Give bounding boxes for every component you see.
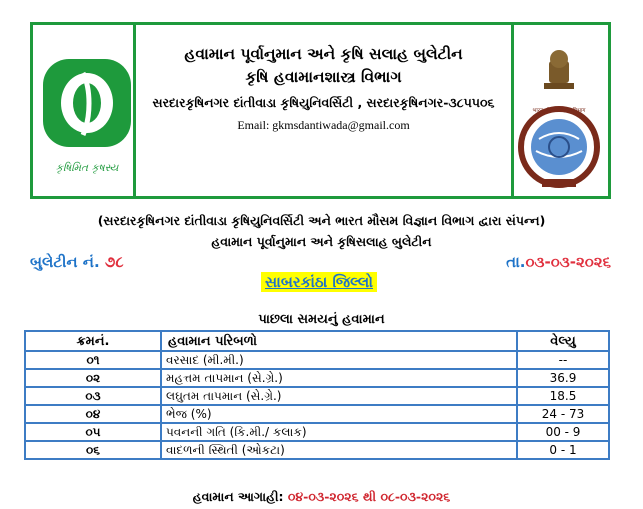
university-logo-icon xyxy=(39,39,135,191)
row-value: 00 - 9 xyxy=(517,423,609,441)
university-logo xyxy=(39,39,135,191)
column-header-serial: ક્રમનં. xyxy=(25,331,161,351)
row-serial: ૦૩ xyxy=(25,387,161,405)
district-name: સાબરકાંઠા જિલ્લો xyxy=(261,272,377,292)
table-row xyxy=(25,405,609,423)
forecast-date-range: ૦૪-૦૩-૨૦૨૬ થી ૦૮-૦૩-૨૦૨૬ xyxy=(287,489,451,504)
bulletin-date-label: તા. xyxy=(506,253,526,271)
row-value: 36.9 xyxy=(517,369,609,387)
contact-email: Email: gkmsdantiwada@gmail.com xyxy=(237,118,410,132)
imd-logo-text: भारत मौसम विज्ञान विभाग xyxy=(532,108,586,114)
row-value: 24 - 73 xyxy=(517,405,609,423)
row-parameter: વાદળની સ્થિતી (ઓકટા) xyxy=(161,441,517,459)
row-serial: ૦૨ xyxy=(25,369,161,387)
row-parameter: લઘુતમ તાપમાન (સે.ગ્રે.) xyxy=(161,387,517,405)
row-serial: ૦૧ xyxy=(25,351,161,369)
bulletin-number-label: બુલેટીન નં. xyxy=(30,253,100,271)
forecast-label: હવામાન આગાહી: xyxy=(192,489,284,504)
table-row xyxy=(25,441,609,459)
row-parameter: ભેજ (%) xyxy=(161,405,517,423)
table-row xyxy=(25,423,609,441)
bulletin-subtitle: હવામાન પૂર્વાનુમાન અને કૃષિસલાહ બુલેટીન xyxy=(211,234,432,249)
imd-logo-icon xyxy=(514,39,604,194)
row-value: -- xyxy=(517,351,609,369)
bulletin-date xyxy=(506,253,611,271)
table-row xyxy=(25,369,609,387)
university-logo-text: કૃષિમિત કૃષસ્ય xyxy=(55,162,119,174)
header-title-block xyxy=(139,25,508,196)
collaboration-note: (સરદારકૃષિનગર દાંતીવાડા કૃષિયુનિવર્સિટી અને ભારત મૌસમ વિજ્ઞાન વિભાગ દ્વારા સંપન્ન) xyxy=(97,213,546,228)
column-header-value: વેલ્યુ xyxy=(517,331,609,351)
row-value: 18.5 xyxy=(517,387,609,405)
table-row xyxy=(25,351,609,369)
row-parameter: મહત્તમ તાપમાન (સે.ગ્રે.) xyxy=(161,369,517,387)
column-header-parameter: હવામાન પરિબળો xyxy=(161,331,517,351)
forecast-line xyxy=(0,489,643,505)
bulletin-number-value: ૭૮ xyxy=(104,253,124,271)
bulletin-number xyxy=(30,253,124,271)
row-serial: ૦૬ xyxy=(25,441,161,459)
bulletin-date-value: ૦૩-૦૩-૨૦૨૬ xyxy=(525,253,611,271)
table-header-row xyxy=(25,331,609,351)
row-parameter: વરસાદ (મી.મી.) xyxy=(161,351,517,369)
row-parameter: પવનની ગતિ (કિ.મી./ કલાક) xyxy=(161,423,517,441)
row-serial: ૦૫ xyxy=(25,423,161,441)
national-emblem-icon xyxy=(544,50,574,89)
imd-logo-group xyxy=(514,39,604,194)
row-value: 0 - 1 xyxy=(517,441,609,459)
department-name: કૃષિ હવામાનશાસ્ત્ર વિભાગ xyxy=(245,68,402,86)
past-weather-heading: પાછલા સમયનું હવામાન xyxy=(258,312,385,327)
university-address: સરદારકૃષિનગર દાંતીવાડા કૃષિયુનિવર્સિટી , સરદારકૃષિનગર-૩૮૫૫૦૬ xyxy=(152,95,495,110)
header-box xyxy=(30,22,611,199)
past-weather-table xyxy=(24,330,610,460)
row-serial: ૦૪ xyxy=(25,405,161,423)
bulletin-title: હવામાન પૂર્વાનુમાન અને કૃષિ સલાહ બુલેટીન xyxy=(184,45,463,63)
table-row xyxy=(25,387,609,405)
